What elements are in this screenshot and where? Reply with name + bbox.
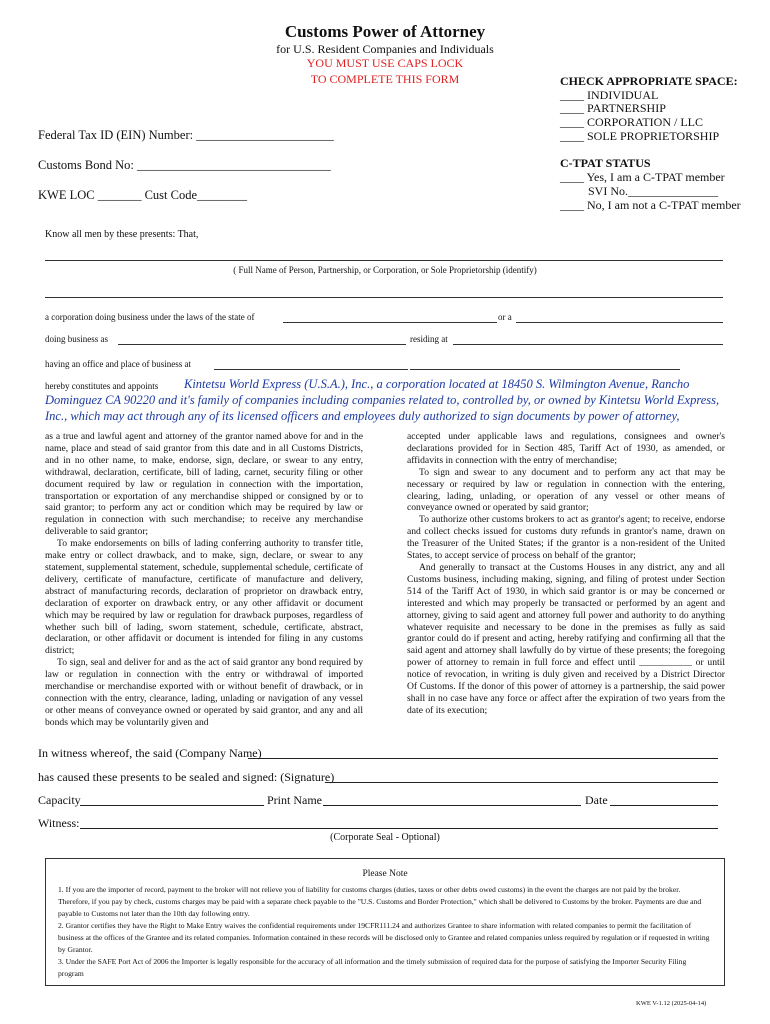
print-name-label: Print Name — [267, 793, 322, 807]
note-item-3: 3. Under the SAFE Port Act of 2006 the Importer is legally responsible for the accuracy of all information and the timely submission of required data for the purpose of satisfying the Importer Security Filing program — [58, 957, 687, 978]
office-label: having an office and place of business at — [45, 359, 192, 369]
kwe-loc-cust-code-field[interactable]: KWE LOC _______ Cust Code________ — [38, 188, 248, 202]
body-right-para-2: To sign and swear to any document and to perform any act that may be necessary or required by law or regulation in connection with the entering, clearing, lading, unlading, or operation of any vessel or other means of conveyance owned or operated by said grantor; — [407, 466, 725, 514]
capacity-label: Capacity — [38, 793, 81, 807]
capacity-line[interactable] — [80, 805, 264, 806]
print-name-line[interactable] — [323, 805, 581, 806]
full-name-line[interactable] — [45, 260, 723, 261]
office-line-1[interactable] — [214, 369, 408, 370]
note-item-1: 1. If you are the importer of record, payment to the broker will not relieve you of liability for customs charges (duties, taxes or other debts owed customs) in the event the charges are not paid by the broker. Therefore, if you pay by check, customs charges may be paid with a separate check payable to the "U.S. Customs and Border Protection," which shall be delivered to Customs by the broker. Payments are due and payable to Customs not later than the 10th day following entry. — [58, 885, 702, 918]
caps-warning-2: TO COMPLETE THIS FORM — [310, 72, 460, 86]
body-right-para-1: accepted under applicable laws and regulations, consignees and owner's declarations provided for in Section 485, Tariff Act of 1930, as amended, or affidavits in connection with the entry of merchandise; — [407, 431, 725, 466]
appointee-line-1: Kintetsu World Express (U.S.A.), Inc., a corporation located at 18450 S. Wilmington Avenue, Rancho — [184, 377, 690, 391]
ctpat-no-option[interactable]: ____ No, I am not a C-TPAT member — [560, 198, 741, 212]
witness-label: Witness: — [38, 816, 80, 830]
residing-at-line[interactable] — [453, 344, 723, 345]
body-right-para-4: And generally to transact at the Customs Houses in any district, any and all Customs business, including making, signing, and filing of protest under Section 514 of the Tariff Act of 1930, in which said grantor is or may be concerned or interested and which may properly be transacted or performed by an agent and attorney, giving to said agent and attorney full power and authority to do anything whatever requisite and necessary to be done in the premises as fully as said grantor could do if present and acting, hereby ratifying and confirming all that the said agent and attorney shall lawfully do by virtue of these presents; the foregoing power of attorney to remain in full force and effect until ___________ or until notice of revocation, in writing is duly given and received by a District Director Of Customs. If the donor of this power of attorney is a partnership, the said power shall in no case have any force or affect after the expiration of two years from the date of its execution; — [407, 561, 725, 716]
or-a-label: or a — [498, 312, 512, 322]
entity-option-individual[interactable]: ____ INDIVIDUAL — [560, 88, 659, 102]
signature-label: has caused these presents to be sealed and signed: (Signature) — [38, 770, 335, 784]
company-name-line[interactable] — [248, 758, 718, 759]
signature-line[interactable] — [325, 782, 718, 783]
entity-option-sole-proprietorship[interactable]: ____ SOLE PROPRIETORSHIP — [560, 129, 720, 143]
body-right-column — [407, 431, 725, 717]
body-left-para-2: To make endorsements on bills of lading conferring authority to transfer title, make entry or collect drawback, and to make, sign, declare, or swear to any statement, supplemental statement, schedule, supplemental schedule, certificate of delivery, certificate of manufacture, certificate of manufacture and delivery, abstract of manufacturing records, declaration of proprietor on drawback entry, declaration of exporter on drawback entry, or any other affidavit or document which may be required by law or regulation for drawback purposes, regardless of whether such bill of lading, sworn statement, schedule, certificate, abstract, declaration, or other affidavit or document is intended for filing in any customs district; — [45, 538, 363, 657]
appoints-label: hereby constitutes and appoints — [45, 381, 159, 391]
dba-line[interactable] — [118, 344, 406, 345]
ctpat-heading: C-TPAT STATUS — [560, 156, 651, 170]
form-subtitle: for U.S. Resident Companies and Individuals — [276, 42, 494, 56]
entity-option-partnership[interactable]: ____ PARTNERSHIP — [560, 101, 666, 115]
body-left-column — [45, 431, 363, 729]
ctpat-svi-field[interactable]: SVI No._______________ — [588, 184, 719, 198]
appointee-line-3: Inc., which may act through any of its licensed officers and employees duly authorized to sign documents by power of attorney, — [45, 409, 680, 423]
corp-state-label: a corporation doing business under the laws of the state of — [45, 312, 255, 322]
body-left-para-1: as a true and lawful agent and attorney of the grantor named above for and in the name, place and stead of said grantor from this date and in all Customs Districts, and in no other name, to make, endorse, sign, declare, or swear to any entry, withdrawal, declaration, certificate, bill of lading, carnet, security filing or other document required by law or regulation in connection with the importation, transportation or exportation of any merchandise shipped or consigned by or to said grantor; to perform any act or condition which may be required by law or regulation in connection with such merchandise; to receive any merchandise deliverable to said grantor; — [45, 431, 363, 538]
body-right-para-3: To authorize other customs brokers to act as grantor's agent; to receive, endorse and collect checks issued for customs duty refunds in grantor's name, drawn on the Treasurer of the United States; if the grantor is a non-resident of the United States, to accept service of process on behalf of the grantor; — [407, 514, 725, 562]
witness-line[interactable] — [80, 828, 718, 829]
or-a-line[interactable] — [516, 322, 723, 323]
office-line-2[interactable] — [410, 369, 680, 370]
know-all-men-text: Know all men by these presents: That, — [45, 229, 199, 240]
ein-field[interactable]: Federal Tax ID (EIN) Number: ______________________ — [38, 128, 334, 142]
full-name-line-2[interactable] — [45, 297, 723, 298]
caps-warning-1: YOU MUST USE CAPS LOCK — [306, 56, 464, 70]
residing-at-label: residing at — [410, 334, 448, 344]
dba-label: doing business as — [45, 334, 108, 344]
full-name-caption: ( Full Name of Person, Partnership, or Corporation, or Sole Proprietorship (identify) — [233, 265, 537, 275]
corporate-seal-note: (Corporate Seal - Optional) — [330, 832, 440, 843]
date-line[interactable] — [610, 805, 718, 806]
company-name-label: In witness whereof, the said (Company Name) — [38, 746, 262, 760]
form-code: KWE V-1.12 (2025-04-14) — [636, 1000, 707, 1007]
date-label: Date — [585, 793, 608, 807]
form-title: Customs Power of Attorney — [284, 22, 486, 41]
note-item-2: 2. Grantor certifies they have the Right to Make Entry waives the confidential requirements under 19CFR111.24 and authorizes Grantee to share information with related companies to permit the facilitation of business at the offices of the Grantee and its related companies. Information contained in these records will be disclosed only to Grantee and related companies unless required by regulation or if requested in writing by Grantor. — [58, 921, 710, 954]
appointee-line-2: Dominguez CA 90220 and it's family of companies including companies related to, controlled by, or owned by Kintetsu World Express, — [45, 393, 720, 407]
customs-bond-field[interactable]: Customs Bond No: _______________________________ — [38, 158, 331, 172]
corp-state-line[interactable] — [283, 322, 497, 323]
entity-type-heading: CHECK APPROPRIATE SPACE: — [560, 74, 738, 88]
body-left-para-3: To sign, seal and deliver for and as the act of said grantor any bond required by law or regulation in connection with the entry or withdrawal of imported merchandise or merchandise exported with or without benefit of drawback, or in connection with the entry, clearance, lading, unlading or navigation of any vessel or other means of conveyance owned or operated by said grantor, and any and all bonds which may be voluntarily given and — [45, 657, 363, 728]
entity-option-corporation[interactable]: ____ CORPORATION / LLC — [560, 115, 704, 129]
ctpat-yes-option[interactable]: ____ Yes, I am a C-TPAT member — [560, 170, 725, 184]
please-note-heading: Please Note — [362, 869, 408, 879]
please-note-box — [45, 858, 725, 986]
